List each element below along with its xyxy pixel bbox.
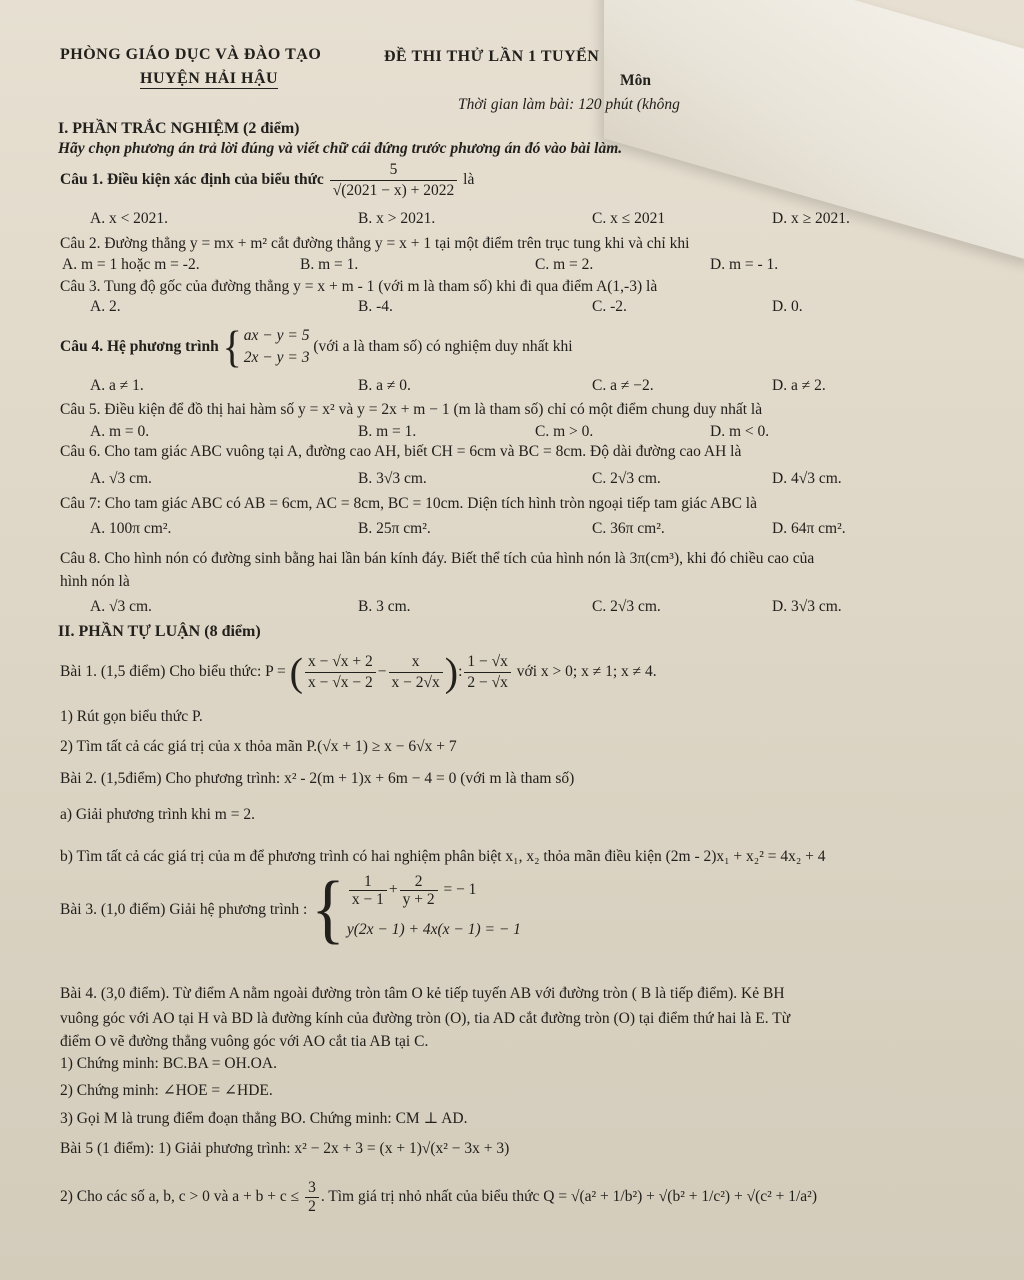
q4-option-b: B. a ≠ 0. — [358, 377, 411, 394]
q1-option-c: C. x ≤ 2021 — [592, 210, 666, 227]
b1-f2-den: x − 2√x — [389, 672, 443, 693]
b4-line1: Bài 4. (3,0 điểm). Từ điểm A nằm ngoài đường tròn tâm O kẻ tiếp tuyến AB với đường tròn ( B là tiếp điểm). Kẻ BH — [60, 985, 785, 1002]
part1-title: I. PHẦN TRẮC NGHIỆM (2 điểm) — [58, 120, 300, 137]
b3-f2-den: y + 2 — [400, 890, 438, 908]
q2-option-a: A. m = 1 hoặc m = -2. — [62, 256, 200, 273]
b1-cond: với x > 0; x ≠ 1; x ≠ 4. — [516, 663, 657, 680]
q3-option-d: D. 0. — [772, 298, 803, 315]
b3-f1-den: x − 1 — [349, 890, 387, 908]
q2-option-c: C. m = 2. — [535, 256, 594, 273]
b2-a: a) Giải phương trình khi m = 2. — [60, 806, 255, 823]
q8-option-a: A. √3 cm. — [90, 598, 152, 615]
part2-title: II. PHẦN TỰ LUẬN (8 điểm) — [58, 623, 261, 640]
q1-num: 5 — [389, 161, 398, 178]
q2-text: Câu 2. Đường thẳng y = mx + m² cắt đường thẳng y = x + 1 tại một điểm trên trục tung khi và chỉ khi — [60, 235, 690, 252]
q1-tail: là — [463, 171, 475, 189]
q1-option-b: B. x > 2021. — [358, 210, 436, 227]
q2-option-b: B. m = 1. — [300, 256, 359, 273]
district-name: HUYỆN HẢI HẬU — [140, 70, 279, 87]
b1-f3-num: 1 − √x — [467, 652, 508, 670]
q2-option-d: D. m = - 1. — [710, 256, 779, 273]
q4-option-c: C. a ≠ −2. — [592, 377, 654, 394]
b1-f2-num: x — [411, 652, 420, 670]
q8-text-2: hình nón là — [60, 573, 130, 590]
part1-instruction: Hãy chọn phương án trả lời đúng và viết chữ cái đứng trước phương án đó vào bài làm. — [58, 140, 623, 157]
q6-option-b: B. 3√3 cm. — [358, 470, 427, 487]
q6-option-a: A. √3 cm. — [90, 470, 152, 487]
q1-option-a: A. x < 2021. — [90, 210, 169, 227]
b1-frac2 — [389, 652, 443, 693]
q4-tail: (với a là tham số) có nghiệm duy nhất khi — [313, 338, 573, 355]
time-info: Thời gian làm bài: 120 phút (không — [458, 96, 680, 113]
b3-frac2 — [400, 873, 438, 908]
exam-paper: PHÒNG GIÁO DỤC VÀ ĐÀO TẠO ĐỀ THI THỬ LẦN 1 TUYỂN HUYỆN HẢI HẬU Môn Thời gian làm bài: 120 phút (không I. PHẦN TRẮC NGHIỆM (2 điểm) Hãy chọn phương án trả lời đúng và viết chữ cái đứng trước phương án đó vào bài làm. Câu 1. Điều kiện xác định của biểu thức $\frac{5}{√(2021 - x) + 2022}$ là A. x < 2021. B. x > 2021. C. x ≤ 2021 D. x ≥ 2021. Câu 2. Đường thẳng y = mx + m² cắt đường thẳng y = x + 1 tại một điểm trên trục tung khi và chỉ khi A. m = 1 hoặc m = -2. B. m = 1. C. m = 2. D. m = - 1. Câu 3. Tung độ gốc của đường thẳng y = x + m - 1 (với m là tham số) khi đi qua điểm A(1,-3) là A. 2. B. -4. C. -2. D. 0. Câu 4. Hệ phương trình { ax − y = 5 2x − y = 3 (với a là tham số) có nghiệm duy nhất khi A. a ≠ 1. B. a ≠ 0. C. a ≠ −2. D. a ≠ 2. Câu 5. Điều kiện để đồ thị hai hàm số y = x² và y = 2x + m − 1 (m là tham số) chỉ có một điểm chung duy nhất là A. m = 0. B. m = 1. C. m > 0. D. m < 0. Câu 6. Cho tam giác ABC vuông tại A, đường cao AH, biết CH = 6cm và BC = 8cm. Độ dài đường cao AH là A. √3 cm. B. 3√3 cm. C. 2√3 cm. D. 4√3 cm. Câu 7: Cho tam giác ABC có AB = 6cm, AC = 8cm, BC = 10cm. Diện tích hình tròn ngoại tiếp tam giác ABC là A. 100π cm². B. 25π cm². C. 36π cm². D. 64π cm². Câu 8. Cho hình nón có đường sinh bằng hai lần bán kính đáy. Biết thể tích của hình nón là 3π(cm³), khi đó chiều cao của hình nón là A. √3 cm. B. 3 cm. C. 2√3 cm. D. 3√3 cm. II. PHẦN TỰ LUẬN (8 điểm) Bài 1. (1,5 điểm) Cho biểu thức: P = ( $\frac{x - √x + 2}{x - √x - 2}$ − $\frac{x}{x - 2√x}$ ): $\frac{1 - √x}{2 - √x}$ với x > 0; x ≠ 1; x ≠ 4. 1) Rút gọn biểu thức P. 2) Tìm tất cả các giá trị của x thỏa mãn P.(√x + 1) ≥ x − 6√x + 7 Bài 2. (1,5điểm) Cho phương trình: x² - 2(m + 1)x + 6m − 4 = 0 (với m là tham số) a) Giải phương trình khi m = 2. b) Tìm tất cả các giá trị của m để phương trình có hai nghiệm phân biệt x₁, x₂ thỏa mãn điều kiện (2m - 2)x₁ + x₂² = 4x₂ + 4 Bài 3. (1,0 điểm) Giải hệ phương trình : { $\frac{1}{x - 1}$ + $\frac{2}{y + 2}$ = − 1 y(2x − 1) + 4x(x − 1) = − 1 Bài 4. (3,0 điểm). Từ điểm A nằm ngoài đường tròn tâm O kẻ tiếp tuyến AB với đường tròn ( B là tiếp điểm). Kẻ BH vuông góc với AO tại H và BD là đường kính của đường tròn (O), tia AD cắt đường tròn (O) tại điểm thứ hai là E. Từ điểm O vẽ đường thẳng vuông góc với AO cắt tia AB tại C. 1) Chứng minh: BC.BA = OH.OA. 2) Chứng minh: ∠HOE = ∠HDE. 3) Gọi M là trung điểm đoạn thẳng BO. Chứng minh: CM ⊥ AD. Bài 5 (1 điểm): 1) Giải phương trình: x² − 2x + 3 = (x + 1)√(x² − 3x + 3) 2) Cho các số a, b, c > 0 và a + b + c ≤ $\frac{3}{2}$ . Tìm giá trị nhỏ nhất của biểu thức Q = √(a² + 1/b²) + √(b² + 1/c²) + √(c² + 1/a²) — [0, 0, 1024, 1280]
b1-frac1 — [305, 652, 376, 693]
q6-option-c: C. 2√3 cm. — [592, 470, 661, 487]
b4-line3: điểm O vẽ đường thẳng vuông góc với AO cắt tia AB tại C. — [60, 1033, 429, 1050]
q7-text: Câu 7: Cho tam giác ABC có AB = 6cm, AC = 8cm, BC = 10cm. Diện tích hình tròn ngoại tiếp tam giác ABC là — [60, 495, 757, 512]
b4-sub1: 1) Chứng minh: BC.BA = OH.OA. — [60, 1055, 277, 1072]
b5-frac-num: 3 — [308, 1178, 316, 1196]
q5-option-b: B. m = 1. — [358, 423, 417, 440]
b3-frac1 — [349, 873, 387, 908]
q1-option-d: D. x ≥ 2021. — [772, 210, 850, 227]
q6-text: Câu 6. Cho tam giác ABC vuông tại A, đường cao AH, biết CH = 6cm và BC = 8cm. Độ dài đường cao AH là — [60, 443, 742, 460]
b5-frac-den: 2 — [305, 1197, 319, 1216]
b4-sub3: 3) Gọi M là trung điểm đoạn thẳng BO. Chứng minh: CM ⊥ AD. — [60, 1110, 468, 1127]
b5-line2a: 2) Cho các số a, b, c > 0 và a + b + c ≤ — [60, 1188, 300, 1205]
q8-text: Câu 8. Cho hình nón có đường sinh bằng hai lần bán kính đáy. Biết thể tích của hình nón là 3π(cm³), khi đó chiều cao của — [60, 550, 815, 567]
b1-sub2: 2) Tìm tất cả các giá trị của x thỏa mãn P.(√x + 1) ≥ x − 6√x + 7 — [60, 738, 457, 755]
b1-frac3 — [464, 652, 511, 693]
left-paren: ( — [289, 649, 303, 695]
q7-option-a: A. 100π cm². — [90, 520, 172, 537]
b3-system — [347, 870, 521, 950]
q3-text: Câu 3. Tung độ gốc của đường thẳng y = x + m - 1 (với m là tham số) khi đi qua điểm A(1,-3) là — [60, 278, 658, 295]
q7-option-d: D. 64π cm². — [772, 520, 846, 537]
q4-eq2: 2x − y = 3 — [243, 349, 310, 367]
q7-option-b: B. 25π cm². — [358, 520, 431, 537]
q7-option-c: C. 36π cm². — [592, 520, 665, 537]
b3-f1-num: 1 — [363, 873, 372, 891]
q8-option-b: B. 3 cm. — [358, 598, 411, 615]
q4-option-a: A. a ≠ 1. — [90, 377, 144, 394]
q5-option-a: A. m = 0. — [90, 423, 150, 440]
q1-den: √(2021 − x) + 2022 — [330, 180, 458, 201]
q1-text: Câu 1. Điều kiện xác định của biểu thức — [60, 171, 324, 189]
b5-frac — [305, 1179, 319, 1216]
b3-f2-num: 2 — [414, 873, 423, 891]
q1-fraction — [330, 160, 458, 201]
q4-system — [244, 325, 310, 369]
b3-eq2: y(2x − 1) + 4x(x − 1) = − 1 — [346, 921, 521, 939]
b2-head: Bài 2. (1,5điểm) Cho phương trình: x² - 2(m + 1)x + 6m − 4 = 0 (với m là tham số) — [60, 770, 575, 787]
b1-sub1: 1) Rút gọn biểu thức P. — [60, 708, 203, 725]
q6-option-d: D. 4√3 cm. — [772, 470, 842, 487]
q5-text: Câu 5. Điều kiện để đồ thị hai hàm số y = x² và y = 2x + m − 1 (m là tham số) chỉ có một điểm chung duy nhất là — [60, 401, 763, 418]
q8-option-d: D. 3√3 cm. — [772, 598, 842, 615]
system-brace: { — [222, 322, 242, 372]
q5-option-d: D. m < 0. — [710, 423, 770, 440]
q3-option-a: A. 2. — [90, 298, 121, 315]
b3-eq1-tail: = − 1 — [443, 881, 477, 899]
b3-eq1: $\frac{1}{x - 1}$ + $\frac{2}{y + 2}$ = − 1 — [347, 870, 521, 910]
q3-option-c: C. -2. — [592, 298, 627, 315]
b3-head: Bài 3. (1,0 điểm) Giải hệ phương trình : — [60, 901, 308, 918]
b5-line2b: . Tìm giá trị nhỏ nhất của biểu thức Q = √(a² + 1/b²) + √(b² + 1/c²) + √(c² + 1/a²) — [320, 1188, 817, 1205]
right-paren: ) — [444, 649, 459, 695]
q3-option-b: B. -4. — [358, 298, 393, 315]
dept-name: PHÒNG GIÁO DỤC VÀ ĐÀO TẠO — [60, 46, 322, 63]
q4-text: Câu 4. Hệ phương trình — [60, 338, 219, 355]
b1-f3-den: 2 − √x — [464, 672, 511, 693]
q4-eq1: ax − y = 5 — [243, 327, 310, 345]
q4-option-d: D. a ≠ 2. — [772, 377, 826, 394]
q8-option-c: C. 2√3 cm. — [592, 598, 661, 615]
b4-sub2: 2) Chứng minh: ∠HOE = ∠HDE. — [60, 1082, 273, 1099]
exam-title: ĐỀ THI THỬ LẦN 1 TUYỂN — [384, 48, 600, 65]
b1-head: Bài 1. (1,5 điểm) Cho biểu thức: P = — [60, 663, 286, 680]
q5-option-c: C. m > 0. — [535, 423, 594, 440]
subject-label: Môn — [620, 72, 651, 89]
b5-line1: Bài 5 (1 điểm): 1) Giải phương trình: x² − 2x + 3 = (x + 1)√(x² − 3x + 3) — [60, 1140, 510, 1157]
b1-f1-den: x − √x − 2 — [305, 672, 376, 693]
b2-b: b) Tìm tất cả các giá trị của m để phương trình có hai nghiệm phân biệt x₁, x₂ thỏa mãn điều kiện (2m - 2)x₁ + x₂² = 4x₂ + 4 — [60, 848, 826, 865]
b3-brace: { — [311, 867, 345, 953]
b1-f1-num: x − √x + 2 — [308, 652, 373, 670]
b4-line2: vuông góc với AO tại H và BD là đường kính của đường tròn (O), tia AD cắt đường tròn (O) tại điểm thứ hai là E. Từ — [60, 1010, 791, 1027]
